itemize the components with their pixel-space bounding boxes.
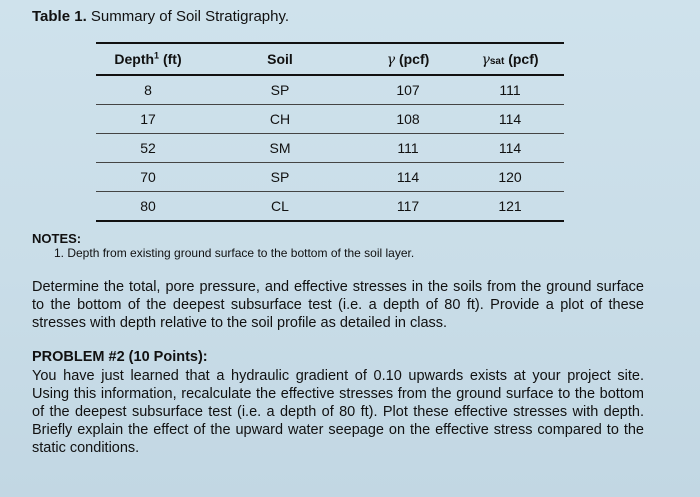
cell-soil: CH — [269, 111, 291, 127]
table-row — [96, 163, 564, 192]
caption-title: Summary of Soil Stratigraphy. — [90, 8, 290, 25]
cell-soil: SP — [270, 169, 290, 185]
cell-gamma: 108 — [396, 111, 420, 127]
header-soil: Soil — [200, 43, 360, 75]
cell-gamma-sat: 121 — [498, 198, 522, 214]
problem-1-paragraph: Determine the total, pore pressure, and effective stresses in the soils from the ground surface to the bottom of the deepest subsurface test (i.e. a depth of 80 ft). Provide a plot of these stresses with depth relative to the soil profile as detailed in class. — [32, 279, 644, 331]
table-caption — [32, 8, 289, 25]
cell-gamma: 107 — [396, 82, 420, 98]
cell-gamma-sat: 120 — [498, 169, 522, 185]
table-header-row — [96, 43, 564, 75]
header-unit-weight: γ (pcf) — [360, 43, 456, 75]
problem-2-heading: PROBLEM #2 (10 Points): — [32, 349, 208, 365]
note-item: 1. Depth from existing ground surface to the bottom of the soil layer. — [54, 246, 415, 260]
cell-gamma-sat: 111 — [499, 82, 521, 98]
cell-gamma: 114 — [396, 169, 420, 185]
cell-gamma: 111 — [397, 140, 419, 156]
table-row — [96, 134, 564, 163]
cell-soil: CL — [271, 198, 289, 214]
caption-label: Table 1. — [32, 8, 87, 25]
cell-gamma: 117 — [396, 198, 420, 214]
cell-gamma-sat: 114 — [498, 140, 522, 156]
table-row — [96, 192, 564, 222]
table-notes — [32, 231, 414, 260]
cell-gamma-sat: 114 — [498, 111, 522, 127]
problem-2-paragraph: You have just learned that a hydraulic gradient of 0.10 upwards exists at your project site. Using this information, recalculate the effective stresses from the ground surface to the bottom of the deepest subsurface test (i.e. a depth of 80 ft). Plot these effective stresses with depth. Briefly explain the effect of the upward water seepage on the effective stress compared to the static conditions. — [32, 368, 644, 456]
cell-depth: 8 — [144, 82, 152, 98]
cell-depth: 52 — [140, 140, 156, 156]
soil-stratigraphy-table — [96, 42, 564, 222]
header-saturated-unit-weight: γsat (pcf) — [456, 43, 564, 75]
notes-title: NOTES: — [32, 231, 82, 246]
table-row — [96, 105, 564, 134]
footnote-marker: 1 — [154, 50, 160, 61]
cell-soil: SM — [269, 140, 291, 156]
cell-depth: 17 — [140, 111, 156, 127]
table-row — [96, 75, 564, 105]
cell-depth: 70 — [140, 169, 156, 185]
header-depth: Depth$^1$ (ft) — [96, 43, 200, 75]
cell-soil: SP — [270, 82, 290, 98]
cell-depth: 80 — [140, 198, 156, 214]
